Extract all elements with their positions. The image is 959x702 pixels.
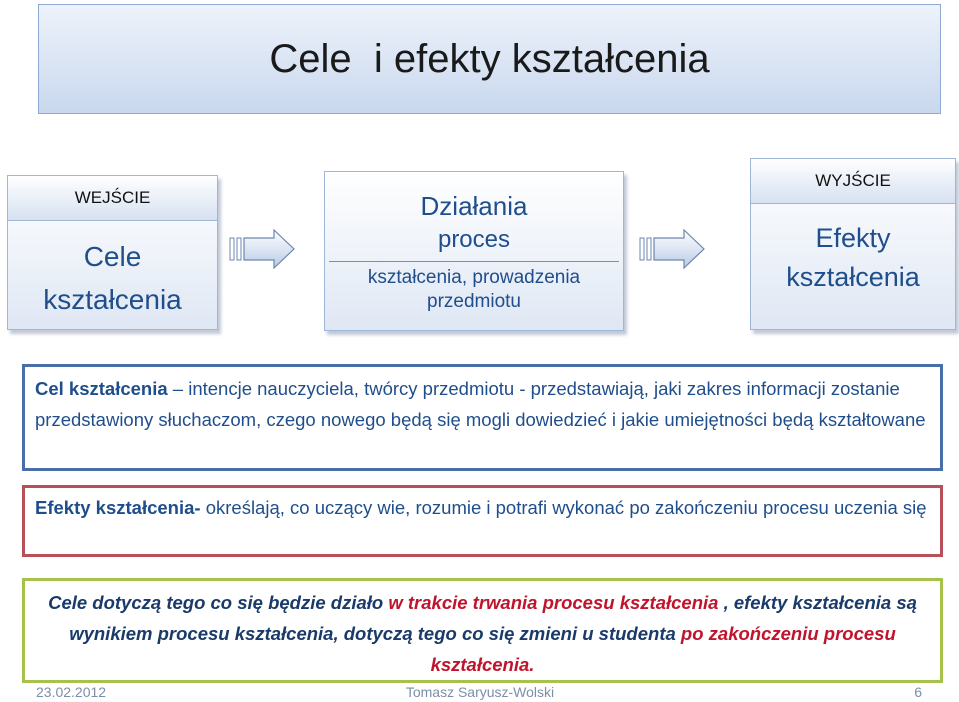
input-line2: kształcenia	[43, 284, 182, 315]
summary-part2: w trakcie trwania procesu kształcenia	[388, 592, 719, 613]
process-desc-2: przedmiotu	[427, 290, 521, 312]
output-header: WYJŚCIE	[751, 159, 955, 204]
process-title: Działania	[420, 190, 528, 221]
input-line1: Cele	[83, 241, 142, 272]
output-body	[751, 204, 955, 297]
input-body	[8, 221, 217, 321]
effects-text: określają, co uczący wie, rozumie i potrafi wykonać po zakończeniu procesu uczenia się	[200, 497, 927, 518]
goal-text: intencje nauczyciela, twórcy przedmiotu - przedstawiają, jaki zakres informacji zostanie przedstawiony słuchaczom, czego nowego będą się mogli dowiedzieć i jakie umiejętności będą kształtowane	[35, 378, 926, 430]
summary-box	[22, 578, 943, 683]
effects-term: Efekty kształcenia-	[35, 497, 201, 518]
effects-definition-box	[22, 485, 943, 557]
output-line1: Efekty	[815, 223, 891, 253]
output-panel	[750, 158, 956, 330]
goal-definition-box	[22, 364, 943, 471]
goal-term: Cel kształcenia	[35, 378, 168, 399]
title-banner	[38, 4, 941, 114]
summary-part3: , efekty kształcenia są wynikiem procesu kształcenia, dotyczą tego co się zmieni u studenta	[69, 592, 917, 644]
right-arrow-icon	[638, 228, 706, 270]
output-line2: kształcenia	[786, 262, 920, 292]
process-subtitle: proces	[437, 225, 511, 253]
input-panel	[7, 175, 218, 330]
goal-dash: –	[167, 378, 189, 399]
summary-part4: po zakończeniu procesu kształcenia.	[430, 623, 896, 675]
slide-title: Cele i efekty kształcenia	[269, 36, 710, 81]
footer-page-number: 6	[914, 684, 922, 700]
process-panel	[324, 171, 624, 331]
process-divider	[329, 261, 619, 262]
footer-author: Tomasz Saryusz-Wolski	[405, 684, 555, 700]
process-desc-1: kształcenia, prowadzenia	[367, 266, 581, 288]
summary-part1: Cele dotyczą tego co się będzie działo	[48, 592, 389, 613]
right-arrow-icon	[228, 228, 296, 270]
input-header: WEJŚCIE	[8, 176, 217, 221]
footer-date: 23.02.2012	[36, 684, 107, 700]
